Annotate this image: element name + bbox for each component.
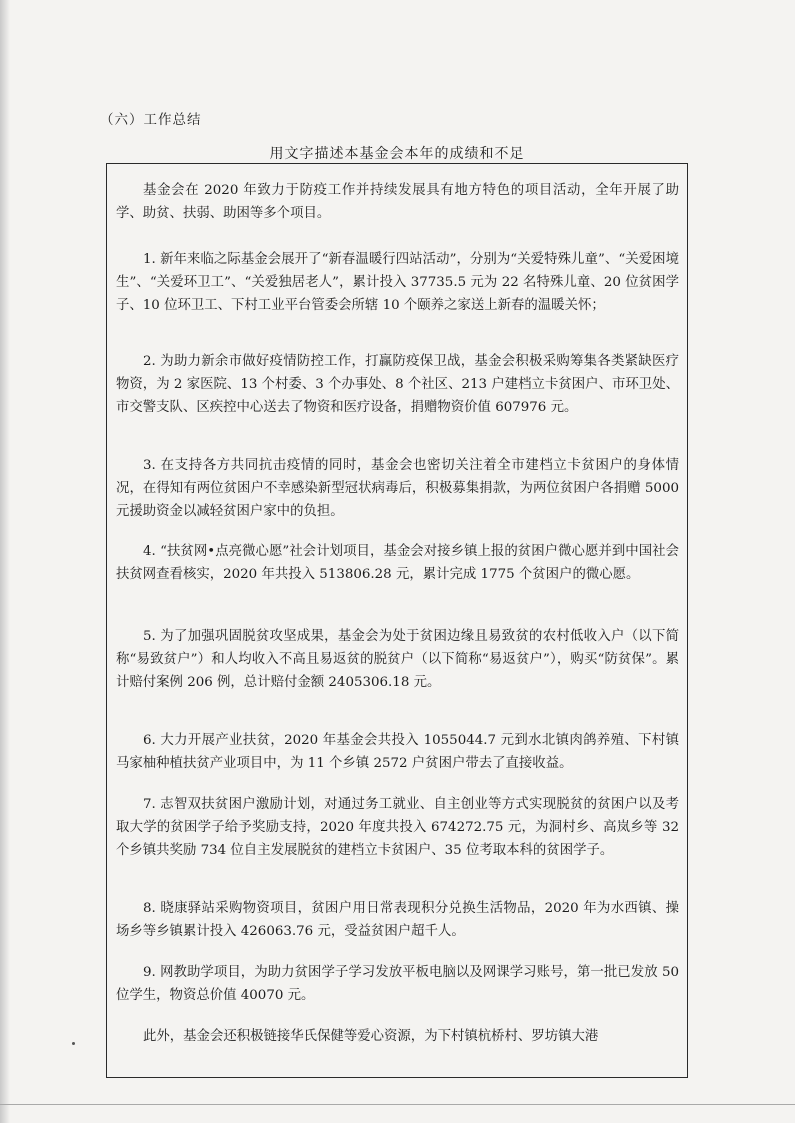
paragraph-9: 9. 网教助学项目，为助力贫困学子学习发放平板电脑以及网课学习账号，第一批已发放 50 位学生，物资总价值 40070 元。 bbox=[116, 965, 679, 1003]
paragraph-3: 3. 在支持各方共同抗击疫情的同时，基金会也密切关注着全市建档立卡贫困户的身体情况，在得知有两位贫困户不幸感染新型冠状病毒后，积极募集捐款，为两位贫困户各捐赠 5000 元援助资金以减轻贫困户家中的负担。 bbox=[116, 458, 679, 519]
paragraph-4: 4. “扶贫网•点亮微心愿”社会计划项目，基金会对接乡镇上报的贫困户微心愿并到中国社会扶贫网查看核实，2020 年共投入 513806.28 元，累计完成 1775 个贫困户的微心愿。 bbox=[116, 544, 679, 582]
paragraph-5: 5. 为了加强巩固脱贫攻坚成果，基金会为处于贫困边缘且易致贫的农村低收入户（以下简称“易致贫户”）和人均收入不高且易返贫的脱贫户（以下简称“易返贫户”），购买“防贫保”。累计赔付案例 206 例，总计赔付金额 2405306.18 元。 bbox=[116, 629, 679, 690]
scan-edge bbox=[0, 0, 10, 1123]
paragraph-additional: 此外，基金会还积极链接华氏保健等爱心资源，为下村镇杭桥村、罗坊镇大港 bbox=[143, 1029, 599, 1044]
page-bottom-rule bbox=[0, 1104, 795, 1105]
summary-box bbox=[106, 163, 688, 1078]
paragraph-6: 6. 大力开展产业扶贫，2020 年基金会共投入 1055044.7 元到水北镇肉鸽养殖、下村镇马家柚种植扶贫产业项目中，为 11 个乡镇 2572 户贫困户带去了直接收益。 bbox=[116, 733, 679, 771]
scan-speck bbox=[72, 1042, 75, 1045]
paragraph-2: 2. 为助力新余市做好疫情防控工作，打赢防疫保卫战，基金会积极采购筹集各类紧缺医疗物资，为 2 家医院、13 个村委、3 个办事处、8 个社区、213 户建档立卡贫困户、市环卫处、市交警支队、区疾控中心送去了物资和医疗设备，捐赠物资价值 607976 元。 bbox=[116, 354, 679, 415]
paragraph-intro: 基金会在 2020 年致力于防疫工作并持续发展具有地方特色的项目活动，全年开展了助学、助贫、扶弱、助困等多个项目。 bbox=[116, 183, 679, 221]
paragraph-7: 7. 志智双扶贫困户激励计划，对通过务工就业、自主创业等方式实现脱贫的贫困户以及考取大学的贫困学子给予奖励支持，2020 年度共投入 674272.75 元，为洞村乡、高岚乡等 32 个乡镇共奖励 734 位自主发展脱贫的建档立卡贫困户、35 位考取本科的贫困学子。 bbox=[116, 797, 679, 858]
section-heading: （六）工作总结 bbox=[100, 112, 202, 128]
table-title: 用文字描述本基金会本年的成绩和不足 bbox=[269, 146, 525, 162]
paragraph-8: 8. 晓康驿站采购物资项目，贫困户用日常表现积分兑换生活物品，2020 年为水西镇、操场乡等乡镇累计投入 426063.76 元，受益贫困户超千人。 bbox=[116, 901, 679, 939]
paragraph-1: 1. 新年来临之际基金会展开了“新春温暖行四站活动”，分别为“关爱特殊儿童”、“关爱困境生”、“关爱环卫工”、“关爱独居老人”，累计投入 37735.5 元为 22 名特殊儿童、20 位贫困学子、10 位环卫工、下村工业平台管委会所辖 10 个颐养之家送上新春的温暖关怀； bbox=[116, 252, 679, 313]
